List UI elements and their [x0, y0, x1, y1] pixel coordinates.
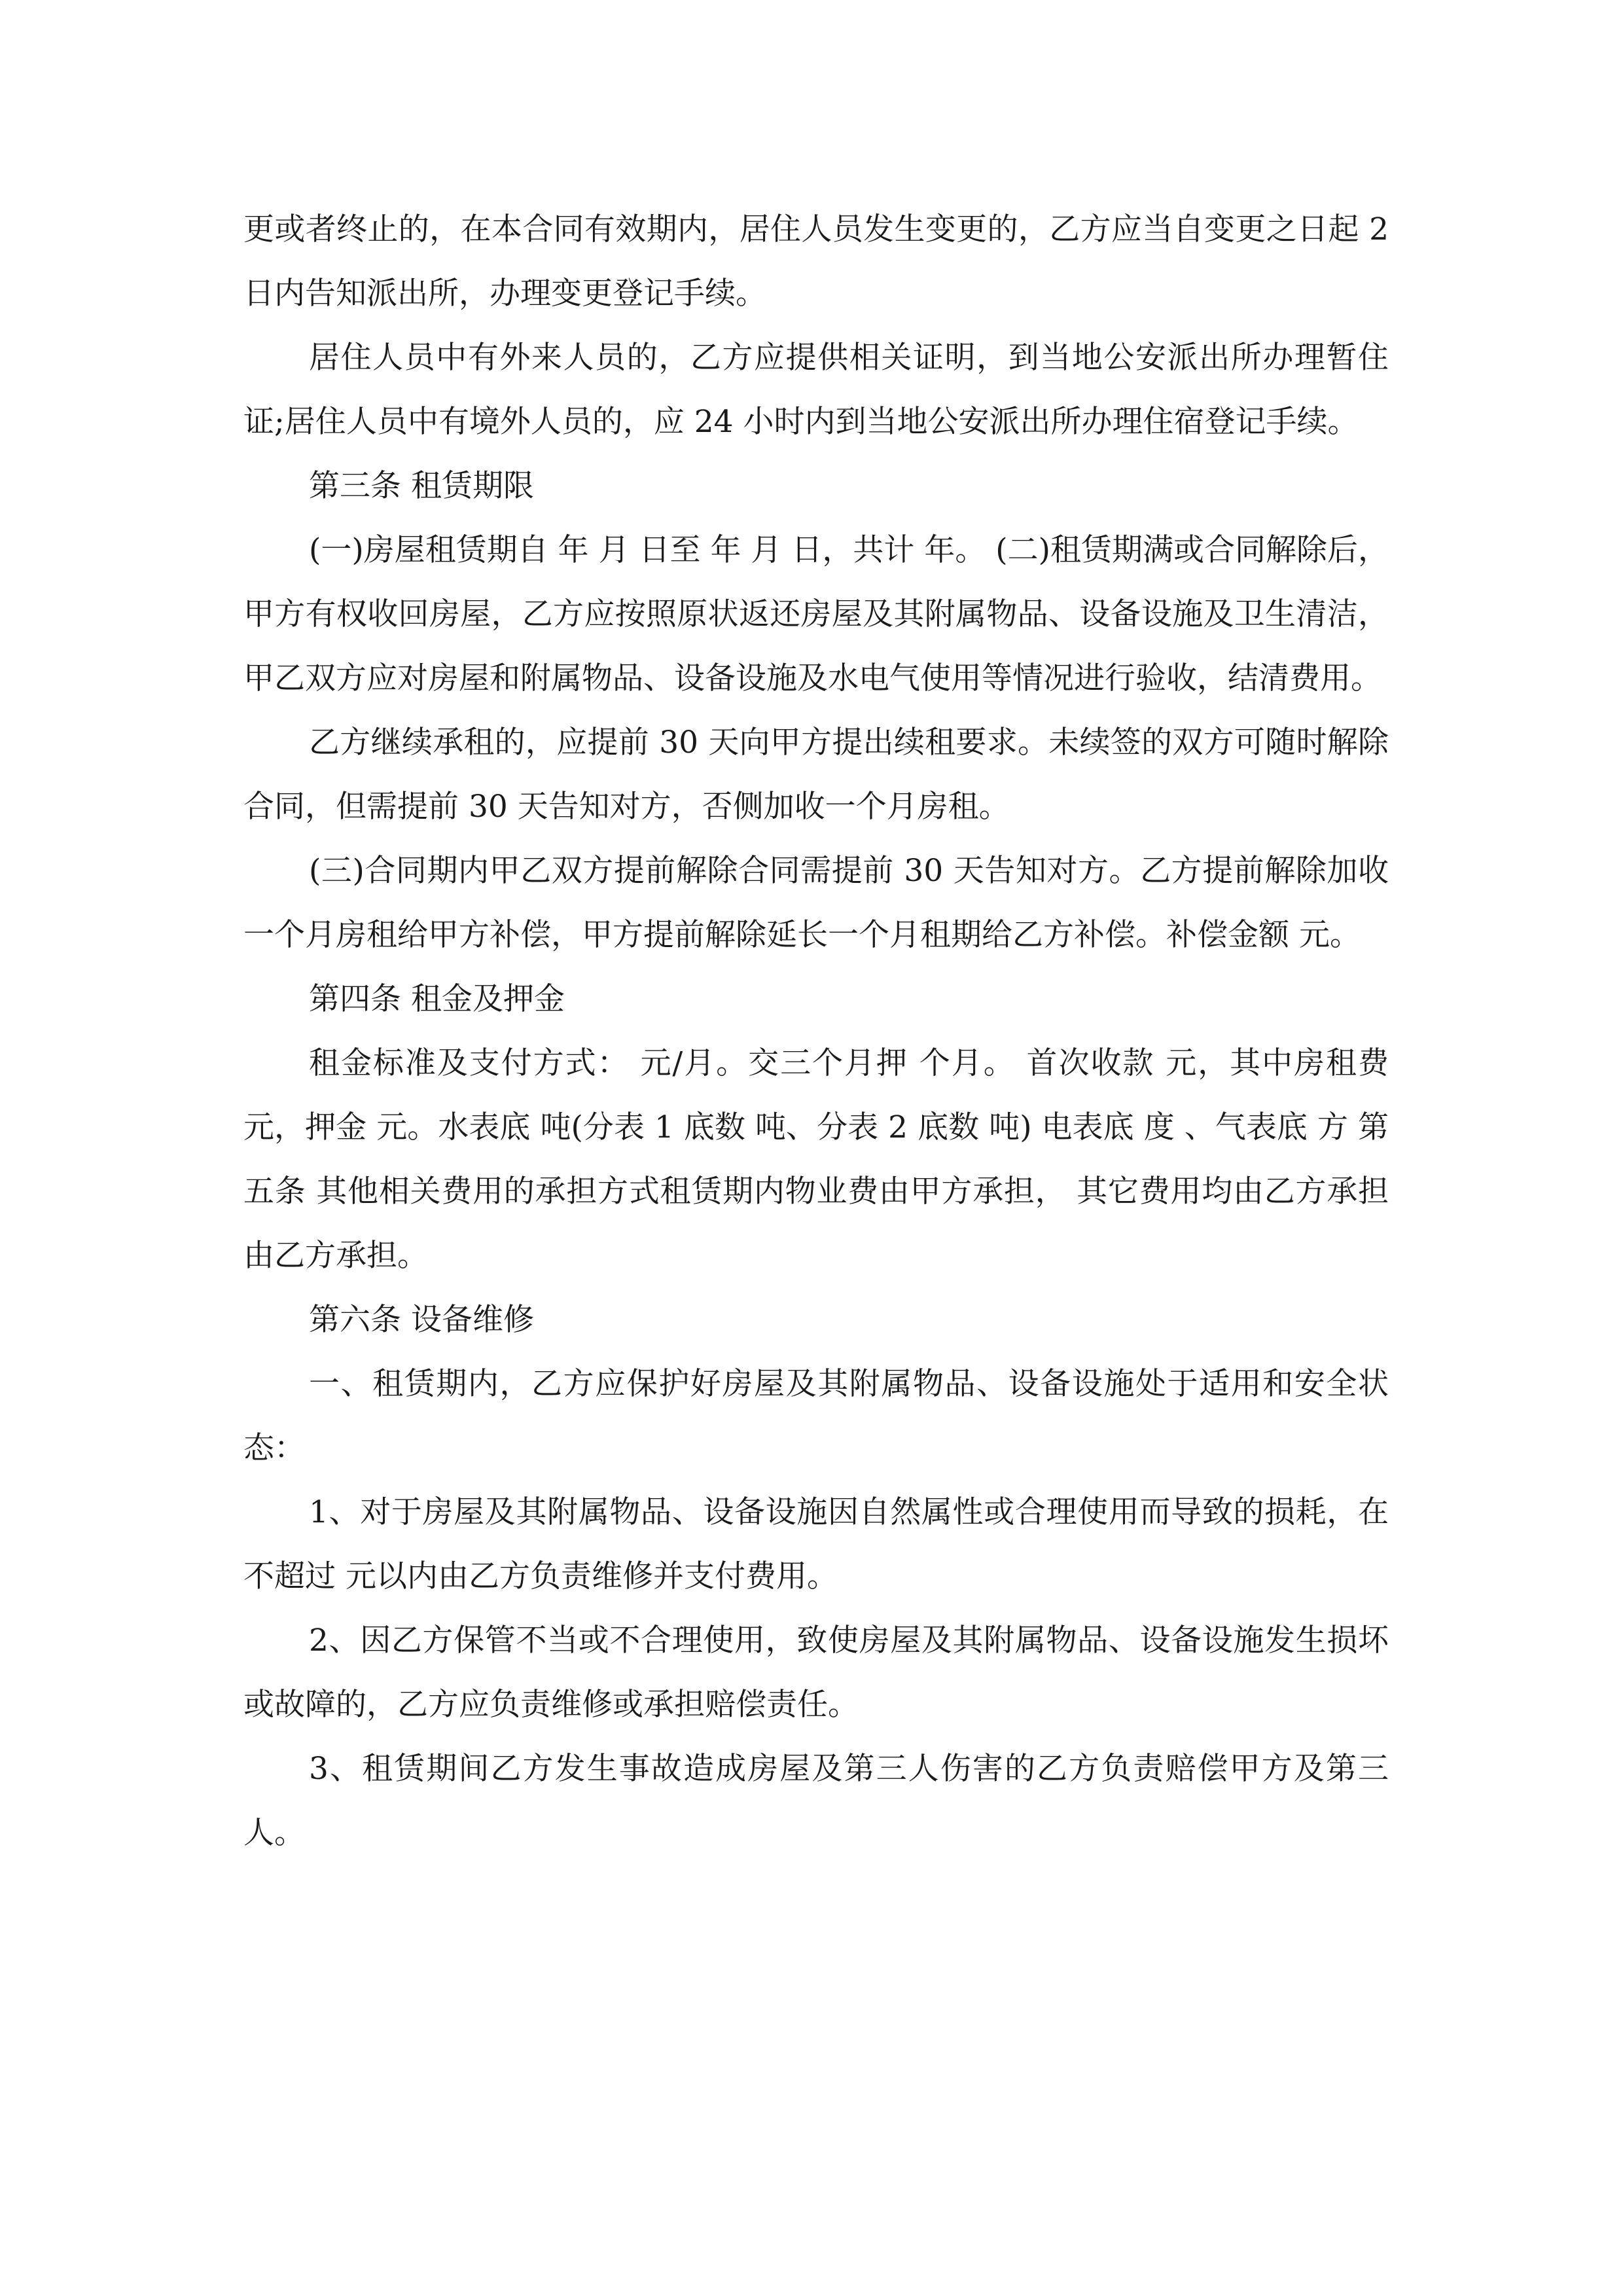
- paragraph: 租金标准及支付方式： 元/月。交三个月押 个月。 首次收款 元，其中房租费 元，押金 元。水表底 吨(分表 1 底数 吨、分表 2 底数 吨) 电表底 度 、气表底 方 第五条 其他相关费用的承担方式租赁期内物业费由甲方承担， 其它费用均由乙方承担 由乙方承担。: [243, 1045, 1389, 1274]
- section-heading: 第三条 租赁期限: [309, 468, 534, 504]
- section-heading: 第六条 设备维修: [309, 1302, 534, 1338]
- paragraph: 一、租赁期内，乙方应保护好房屋及其附属物品、设备设施处于适用和安全状态：: [243, 1366, 1389, 1466]
- paragraph: (三)合同期内甲乙双方提前解除合同需提前 30 天告知对方。乙方提前解除加收一个月房租给甲方补偿，甲方提前解除延长一个月租期给乙方补偿。补偿金额 元。: [243, 853, 1389, 953]
- paragraph-continuation: 更或者终止的，在本合同有效期内，居住人员发生变更的，乙方应当自变更之日起 2 日内告知派出所，办理变更登记手续。: [243, 211, 1389, 312]
- paragraph: (一)房屋租赁期自 年 月 日至 年 月 日，共计 年。 (二)租赁期满或合同解除后，甲方有权收回房屋，乙方应按照原状返还房屋及其附属物品、设备设施及卫生清洁，甲乙双方应对房屋和附属物品、设备设施及水电气使用等情况进行验收，结清费用。: [243, 532, 1389, 696]
- section-heading: 第四条 租金及押金: [309, 981, 565, 1017]
- paragraph: 居住人员中有外来人员的，乙方应提供相关证明，到当地公安派出所办理暂住证;居住人员中有境外人员的，应 24 小时内到当地公安派出所办理住宿登记手续。: [243, 340, 1389, 440]
- paragraph: 3、租赁期间乙方发生事故造成房屋及第三人伤害的乙方负责赔偿甲方及第三人。: [243, 1751, 1389, 1851]
- paragraph: 1、对于房屋及其附属物品、设备设施因自然属性或合理使用而导致的损耗，在不超过 元以内由乙方负责维修并支付费用。: [243, 1494, 1389, 1594]
- paragraph: 乙方继续承租的，应提前 30 天向甲方提出续租要求。未续签的双方可随时解除合同，但需提前 30 天告知对方，否侧加收一个月房租。: [243, 725, 1389, 825]
- document-body: [243, 198, 1389, 1865]
- paragraph: 2、因乙方保管不当或不合理使用，致使房屋及其附属物品、设备设施发生损坏或故障的，乙方应负责维修或承担赔偿责任。: [243, 1623, 1389, 1723]
